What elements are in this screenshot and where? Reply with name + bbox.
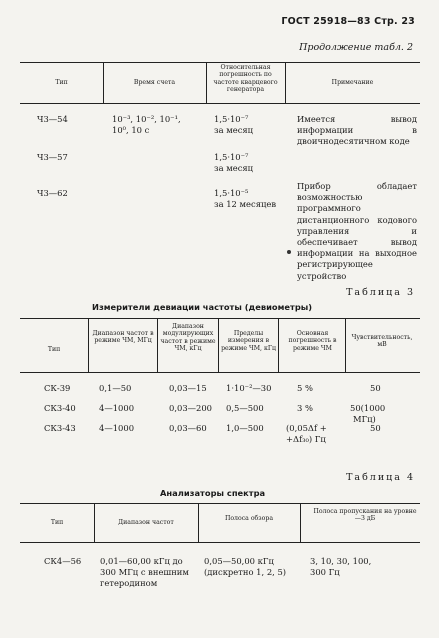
table-cell-type: СК3-40 (44, 403, 76, 413)
table-cell-band: 3, 10, 30, 100, (310, 556, 372, 566)
table-cell-type: СК4—56 (44, 556, 82, 566)
table-rule (20, 318, 420, 319)
table-cell-error: 1,5·10⁻⁷ (214, 152, 249, 162)
table-cell-range: 0,01—60,00 кГц до (100, 556, 183, 566)
table-cell-error: 1,5·10⁻⁷ (214, 114, 249, 124)
column-header: Чувствительность, мВ (351, 334, 413, 349)
column-header: Тип (47, 346, 61, 353)
table-cell-sens: 50(1000 (350, 403, 386, 413)
column-header: Относительная погрешность по частоте кварцевого генератора (213, 64, 278, 94)
column-header: Время счета (133, 79, 176, 86)
table-number: Таблица 4 (346, 472, 415, 483)
table-title: Измерители девиации частоты (девиометры) (92, 302, 313, 312)
table-cell-limits: 1·10⁻²—30 (226, 383, 272, 393)
table-cell-sens: 50 (370, 383, 381, 393)
table-cell-range: 4—1000 (99, 423, 135, 433)
column-header: Примечание (331, 79, 374, 86)
column-header: Диапазон частот в режиме ЧМ, МГц (92, 330, 154, 345)
table-cell-range: 4—1000 (99, 403, 135, 413)
table-cell-limits: 1,0—500 (226, 423, 264, 433)
table-cell-type: Ч3—57 (37, 152, 68, 162)
column-divider (157, 318, 158, 372)
table-cell-error: 3 % (297, 403, 313, 413)
table-cell-error: +Δf₃₀) Гц (286, 434, 326, 444)
table-cell-note: Прибор обладает возможностью программного дистанционного кодового управления и обеспечивает вывод информации на выходное регистрирующее устройство (297, 181, 417, 281)
gost-header: ГОСТ 25918—83 Стр. 23 (281, 16, 415, 27)
table-cell-limits: 0,5—500 (226, 403, 264, 413)
column-header: Полоса пропускания на уровне —3 дБ (313, 508, 417, 523)
table-cell-sweep: 0,05—50,00 кГц (204, 556, 274, 566)
column-divider (345, 318, 346, 372)
column-divider (198, 503, 199, 542)
table-cell-error: за месяц (214, 125, 254, 135)
table-continuation-label: Продолжение табл. 2 (299, 42, 413, 53)
table-cell-type: СК-39 (44, 383, 71, 393)
column-divider (278, 318, 279, 372)
table-cell-error: за 12 месяцев (214, 199, 277, 209)
table-cell-band: 300 Гц (310, 567, 340, 577)
ink-spot (287, 250, 291, 254)
column-header: Основная погрешность в режиме ЧМ (288, 330, 337, 352)
table-rule (20, 503, 420, 504)
table-rule (20, 62, 420, 63)
table-cell-error: (0,05Δf + (286, 423, 327, 433)
table-number: Таблица 3 (346, 287, 415, 298)
table-cell-error: 5 % (297, 383, 313, 393)
column-divider (218, 318, 219, 372)
table-cell-error: за месяц (214, 163, 254, 173)
table-cell-time: 10⁰, 10 с (112, 125, 150, 135)
table-cell-mod: 0,03—15 (169, 383, 207, 393)
table-cell-mod: 0,03—60 (169, 423, 207, 433)
table-cell-mod: 0,03—200 (169, 403, 213, 413)
table-cell-range: 300 МГц с внешним (100, 567, 189, 577)
table-cell-range: гетеродином (100, 578, 158, 588)
table-cell-sens: МГц) (353, 414, 376, 424)
table-rule (20, 372, 420, 373)
table-rule (20, 542, 420, 543)
column-header: Пределы измерения в режиме ЧМ, кГц (221, 330, 276, 352)
column-divider (88, 318, 89, 372)
column-header: Полоса обзора (224, 515, 274, 522)
table-cell-type: Ч3—54 (37, 114, 68, 124)
column-header: Тип (50, 519, 64, 526)
table-cell-type: СК3-43 (44, 423, 76, 433)
column-header: Тип (55, 79, 68, 86)
table-title: Анализаторы спектра (160, 488, 266, 498)
table-cell-note: Имеется вывод информации в двоичнодесятичном коде (297, 114, 417, 147)
column-divider (300, 503, 301, 542)
column-header: Диапазон модулирующих частот в режиме ЧМ, кГц (160, 323, 216, 353)
column-header: Диапазон частот (118, 519, 174, 526)
table-cell-time: 10⁻³, 10⁻², 10⁻¹, (112, 114, 181, 124)
table-cell-type: Ч3—62 (37, 188, 68, 198)
table-cell-range: 0,1—50 (99, 383, 132, 393)
table-cell-sweep: (дискретно 1, 2, 5) (204, 567, 287, 577)
table-rule (20, 103, 420, 104)
table-cell-error: 1,5·10⁻⁵ (214, 188, 249, 198)
table-cell-sens: 50 (370, 423, 381, 433)
